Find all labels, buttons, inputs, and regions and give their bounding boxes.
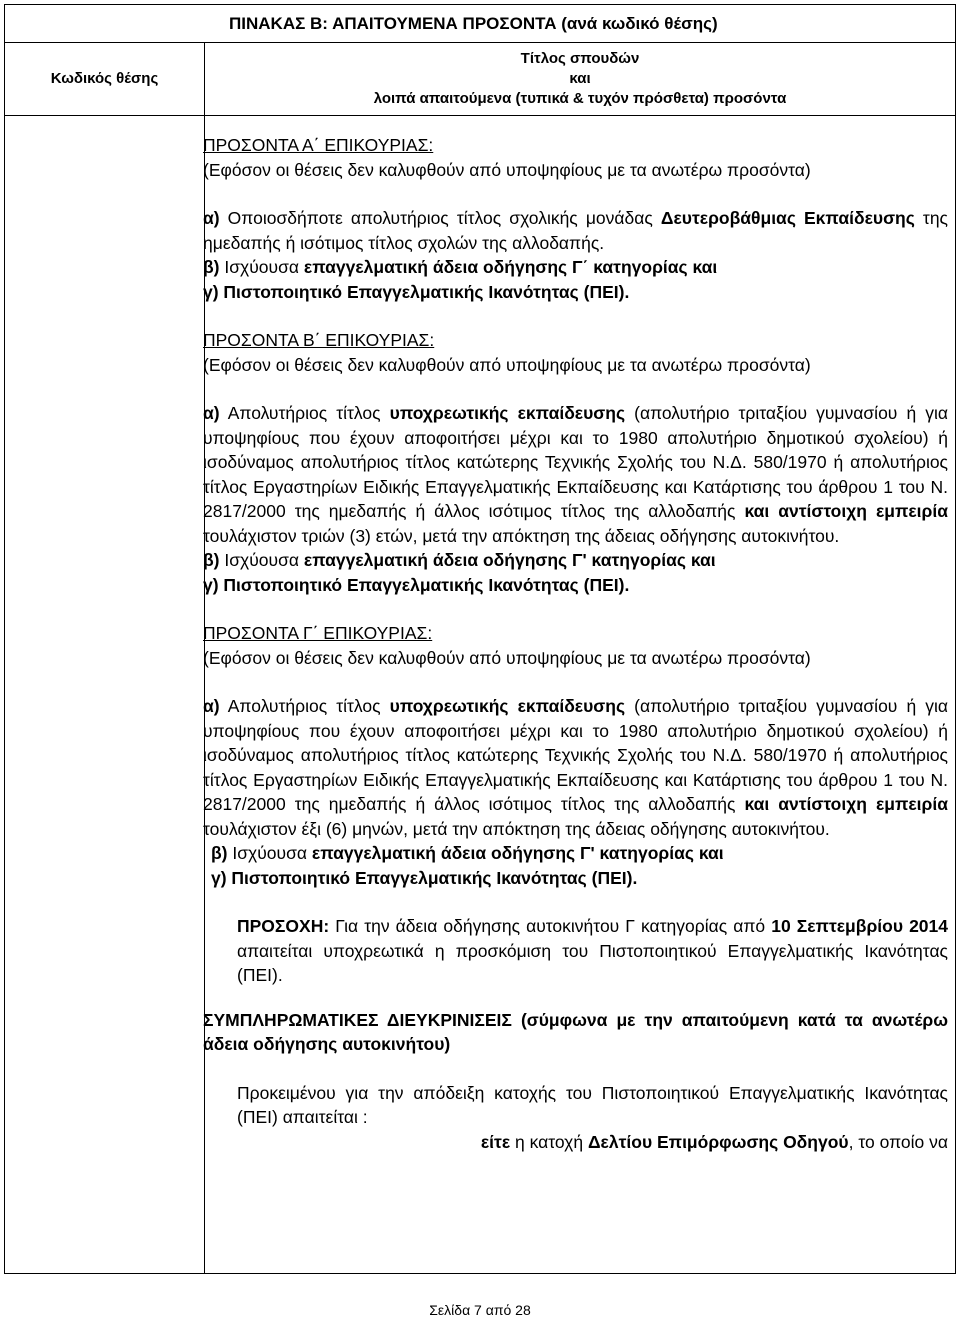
section-c-item-c: γ) Πιστοποιητικό Επαγγελματικής Ικανότητας (ΠΕΙ). [211,867,638,888]
section-a-heading: ΠΡΟΣΟΝΤΑ Α΄ ΕΠΙΚΟΥΡΙΑΣ: [203,135,434,155]
section-c-heading: ΠΡΟΣΟΝΤΑ Γ΄ ΕΠΙΚΟΥΡΙΑΣ: [203,623,433,643]
supplementary-paragraph: Προκειμένου για την απόδειξη κατοχής του Πιστοποιητικού Επαγγελματικής Ικανότητας (ΠΕΙ) απαιτείται : [237,1082,948,1127]
table-title: ΠΙΝΑΚΑΣ Β: ΑΠΑΙΤΟΥΜΕΝΑ ΠΡΟΣΟΝΤΑ (ανά κωδικό θέσης) [5,5,955,43]
section-a-item-a: α) Οποιοσδήποτε απολυτήριος τίτλος σχολικής μονάδας Δευτεροβάθμιας Εκπαίδευσης της ημεδαπής ή ισότιμος τίτλος σχολών της αλλοδαπής. [203,208,948,253]
section-c-subtitle: (Εφόσον οι θέσεις δεν καλυφθούν από υποψηφίους με τα ανωτέρω προσόντα) [203,647,811,668]
code-column-cell [5,116,205,1273]
section-c-item-b: β) Ισχύουσα επαγγελματική άδεια οδήγησης Γ' κατηγορίας και [211,843,724,863]
column-header-line3: λοιπά απαιτούμενα (τυπικά & τυχόν πρόσθετα) προσόντα [373,90,787,107]
section-b-item-a: α) Απολυτήριος τίτλος υποχρεωτικής εκπαίδευσης (απολυτήριο τριταξίου γυμνασίου ή για υποψηφίους που έχουν αποφοιτήσει μέχρι και το 1980 απολυτήριο δημοτικού σχολείου) ή ισοδύναμος απολυτήριος τίτλος κατώτερης Τεχνικής Σχολής του Ν.Δ. 580/1970 ή απολυτήριος τίτλος Εργαστηρίων Ειδικής Επαγγελματικής Εκπαίδευσης και Κατάρτισης του άρθρου 1 του Ν. 2817/2000 της ημεδαπής ή άλλος ισότιμος τίτλος της αλλοδαπής και αντίστοιχη εμπειρία τουλάχιστον τριών (3) ετών, μετά την απόκτηση της άδειας οδήγησης αυτοκινήτου. [203,403,948,546]
section-a-item-b: β) Ισχύουσα επαγγελματική άδεια οδήγησης Γ΄ κατηγορίας και [203,257,718,277]
section-a-subtitle: (Εφόσον οι θέσεις δεν καλυφθούν από υποψηφίους με τα ανωτέρω προσόντα) [203,159,811,180]
notice-paragraph: ΠΡΟΣΟΧΗ: Για την άδεια οδήγησης αυτοκινήτου Γ κατηγορίας από 10 Σεπτεμβρίου 2014 απαιτείται υποχρεωτικά η προσκόμιση του Πιστοποιητικού Επαγγελματικής Ικανότητας (ΠΕΙ). [237,916,948,985]
qualifications-content [203,133,948,1154]
table-header-row [5,43,955,116]
column-header-line1: Τίτλος σπουδών [520,50,640,67]
supplementary-heading: ΣΥΜΠΛΗΡΩΜΑΤΙΚΕΣ ΔΙΕΥΚΡΙΝΙΣΕΙΣ (σύμφωνα με την απαιτούμενη κατά τα ανωτέρω άδεια οδήγησης αυτοκινήτου) [203,1009,948,1054]
column-header-description [205,43,955,121]
section-c-item-a: α) Απολυτήριος τίτλος υποχρεωτικής εκπαίδευσης (απολυτήριο τριταξίου γυμνασίου ή για υποψηφίους που έχουν αποφοιτήσει μέχρι και το 1980 απολυτήριο δημοτικού σχολείου) ή ισοδύναμος απολυτήριος τίτλος κατώτερης Τεχνικής Σχολής του Ν.Δ. 580/1970 ή απολυτήριος τίτλος Εργαστηρίων Ειδικής Επαγγελματικής Εκπαίδευσης και Κατάρτισης του άρθρου 1 του Ν. 2817/2000 της ημεδαπής ή άλλος ισότιμος τίτλος της αλλοδαπής και αντίστοιχη εμπειρία τουλάχιστον έξι (6) μηνών, μετά την απόκτηση της άδειας οδήγησης αυτοκινήτου. [203,696,948,839]
section-a-item-c: γ) Πιστοποιητικό Επαγγελματικής Ικανότητας (ΠΕΙ). [203,281,630,302]
supplementary-either: είτε η κατοχή Δελτίου Επιμόρφωσης Οδηγού, το οποίο να [480,1131,948,1152]
page-number: Σελίδα 7 από 28 [429,1302,531,1318]
column-header-code: Κωδικός θέσης [5,43,205,115]
section-b-item-b: β) Ισχύουσα επαγγελματική άδεια οδήγησης Γ' κατηγορίας και [203,550,716,570]
column-header-line2: και [569,70,591,87]
section-b-heading: ΠΡΟΣΟΝΤΑ Β΄ ΕΠΙΚΟΥΡΙΑΣ: [203,330,435,350]
section-b-item-c: γ) Πιστοποιητικό Επαγγελματικής Ικανότητας (ΠΕΙ). [203,574,630,595]
section-b-subtitle: (Εφόσον οι θέσεις δεν καλυφθούν από υποψηφίους με τα ανωτέρω προσόντα) [203,354,811,375]
